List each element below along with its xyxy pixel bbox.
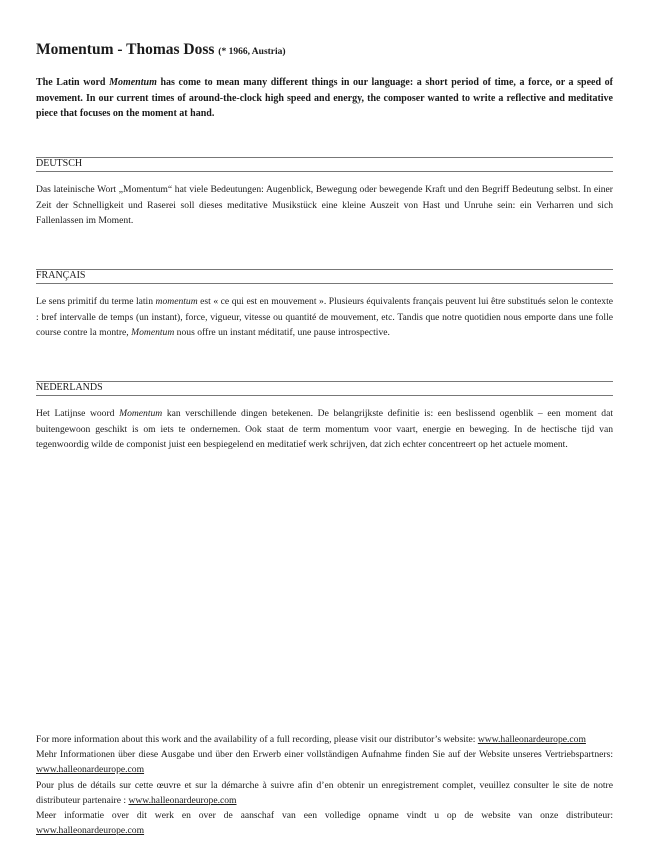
footer-dutch: Meer informatie over dit werk en over de aanschaf van een volledige opname vindt u op de website van onze distributeur: www.halleonardeurope.com — [36, 810, 613, 837]
intro-text-2: has come to mean many different things in our language: a short period of time, a force, or a speed of movement. In our current times of around-the-clock high speed and energy, the composer wanted to write a reflective and meditative piece that focuses on the moment at hand. — [36, 77, 613, 119]
footer-english: For more information about this work and the availability of a full recording, please visit our distributor’s website: www.halleonardeurope.com — [36, 734, 586, 745]
section-heading-nederlands: NEDERLANDS — [36, 381, 613, 396]
section-deutsch — [36, 157, 613, 229]
section-heading-deutsch: DEUTSCH — [36, 157, 613, 172]
section-body-francais: Le sens primitif du terme latin momentum est « ce qui est en mouvement ». Plusieurs équivalents français peuvent lui être substitués selon le contexte : bref intervalle de temps (un instant), force, vigueur, vitesse ou quantité de mouvement, etc. Tandis que notre quotidien nous emporte dans une folle course contre la montre, Momentum nous offre un instant méditatif, une pause introspective. — [36, 296, 614, 338]
title-suffix: (* 1966, Austria) — [218, 47, 286, 57]
section-francais — [36, 269, 613, 341]
distributor-link-en[interactable]: www.halleonardeurope.com — [477, 734, 586, 745]
distributor-link-de[interactable]: www.halleonardeurope.com — [36, 764, 145, 776]
distributor-link-nl[interactable]: www.halleonardeurope.com — [36, 825, 145, 837]
page-title — [36, 40, 613, 62]
document-page — [36, 40, 614, 450]
intro-paragraph — [36, 75, 613, 122]
distributor-link-fr[interactable]: www.halleonardeurope.com — [128, 794, 237, 806]
section-heading-francais: FRANÇAIS — [36, 269, 613, 284]
intro-text-1: The Latin word — [36, 77, 110, 88]
title-text: Momentum - Thomas Doss — [36, 41, 215, 58]
footer-info — [36, 732, 613, 838]
footer-german: Mehr Informationen über diese Ausgabe und über den Erwerb einer vollständigen Aufnahme finden Sie auf der Website unseres Vertriebspartners: www.halleonardeurope.com — [36, 749, 613, 776]
section-body-nederlands: Het Latijnse woord Momentum kan verschillende dingen betekenen. De belangrijkste definitie is: een beslissend ogenblik – een moment dat buitengewoon geschikt is om iets te ondernemen. Ook staat de term momentum voor vaart, energie en beweging. In de hectische tijd van tegenwoordig wilde de componist juist een bespiegelend en meditatief werk schrijven, dat zich echter concentreert op het actuele moment. — [36, 408, 613, 450]
section-nederlands — [36, 381, 613, 453]
section-body-deutsch: Das lateinische Wort „Momentum“ hat viele Bedeutungen: Augenblick, Bewegung oder bewegende Kraft und den Begriff Bedeutung selbst. In einer Zeit der Schnelligkeit und Raserei soll dieses meditative Musikstück eine kleine Auszeit von Hast und Unruhe sein: ein Verharren und sich Fallenlassen im Moment. — [36, 184, 613, 226]
footer-french: Pour plus de détails sur cette œuvre et sur la démarche à suivre afin d’en obtenir un enregistrement complet, veuillez consulter le site de notre distributeur partenaire : www.halleonardeurope.com — [36, 779, 613, 806]
intro-italic: Momentum — [109, 77, 157, 88]
